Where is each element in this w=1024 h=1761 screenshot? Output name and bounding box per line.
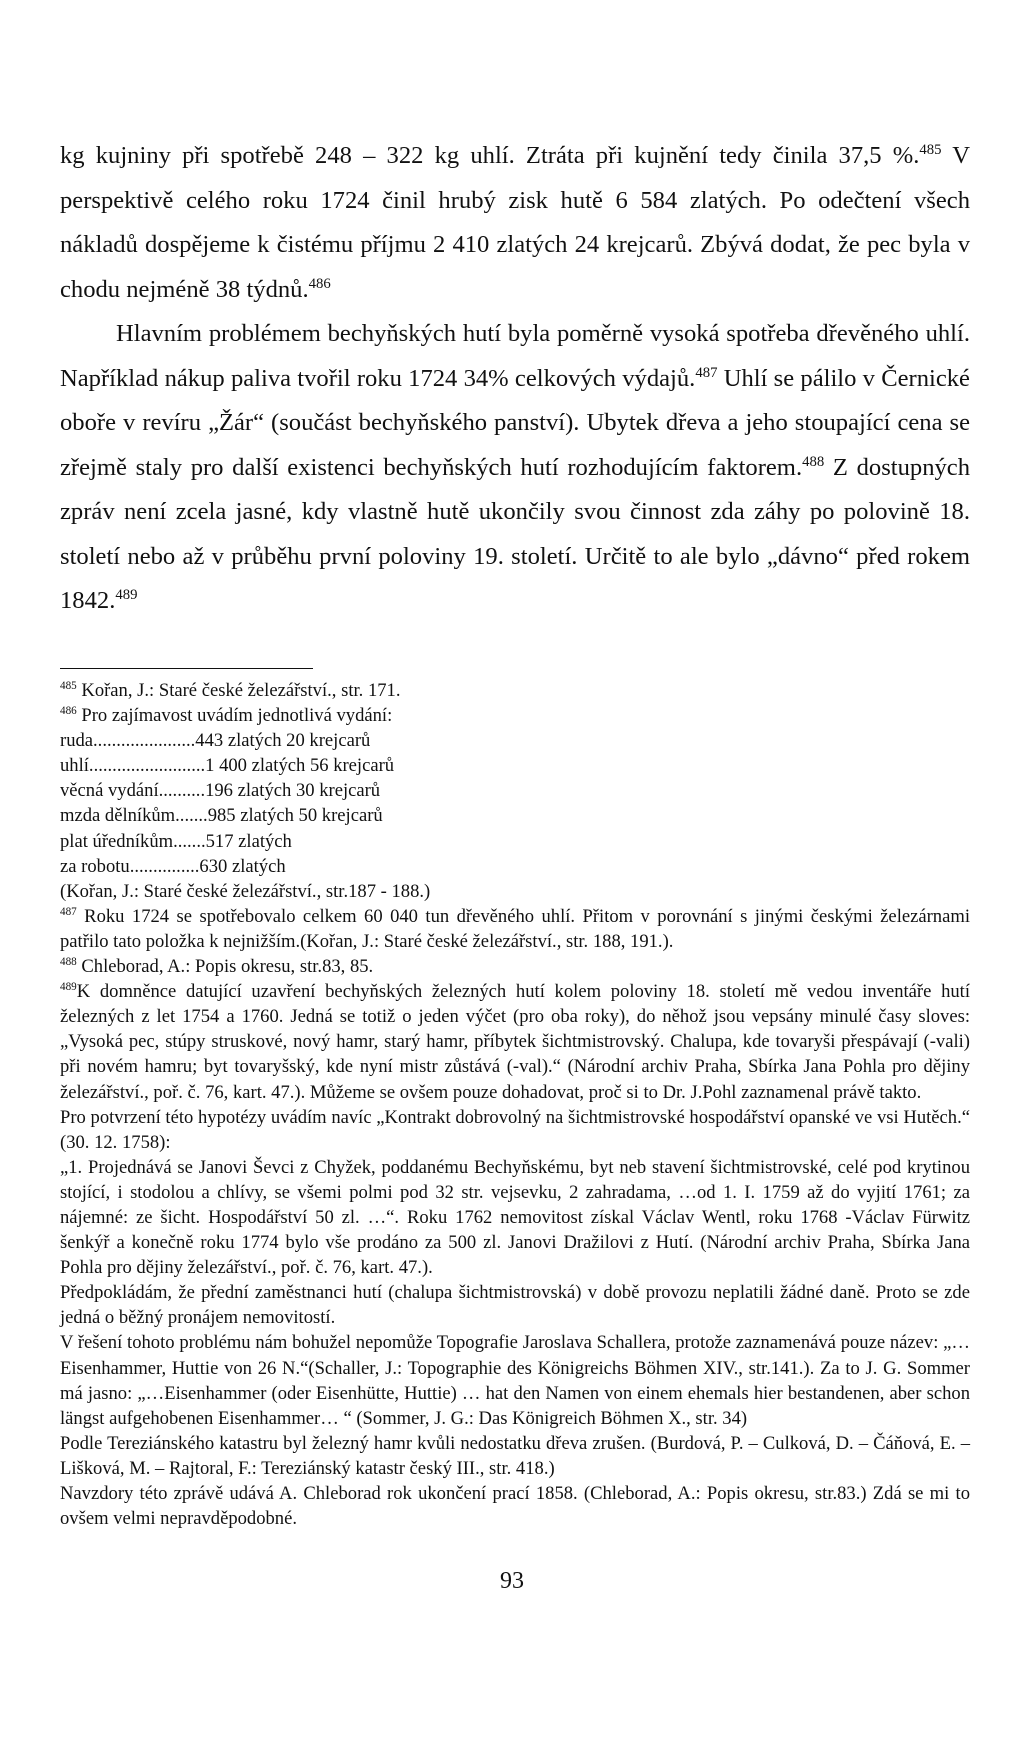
main-text	[60, 134, 970, 624]
expense-item: ruda......................443 zlatých 20 krejcarů	[60, 730, 371, 752]
paragraph-2-text: Hlavním problémem bechyňských hutí byla poměrně vysoká spotřeba dřevěného uhlí. Například nákup paliva tvořil roku 1724 34% celkových výdajů.	[60, 320, 970, 392]
paragraph-2-text-2: Uhlí se pálilo v Černické oboře v revíru „Žár“ (součást bechyňského panství). Ubytek dřeva a jeho stoupající cena se zřejmě staly pro další existenci bechyňských hutí rozhodujícím faktorem.	[60, 364, 970, 481]
footnote-text: Pro zajímavost uvádím jednotlivá vydání:	[81, 705, 393, 727]
footnote-number: 488	[60, 955, 77, 968]
footnote-488	[60, 954, 970, 979]
footnote-separator	[60, 668, 313, 669]
footnote-text: Kořan, J.: Staré české železářství., str. 171.	[81, 680, 401, 701]
paragraph-1-text-2: V perspektivě celého roku 1724 činil hrubý zisk hutě 6 584 zlatých. Po odečtení všech nákladů dospějeme k čistému příjmu 2 410 zlatých 24 krejcarů. Zbývá dodat, že pec byla v chodu nejméně 38 týdnů.	[60, 142, 970, 303]
footnote-number: 485	[60, 679, 77, 692]
footnote-text: Roku 1724 se spotřebovalo celkem 60 040 tun dřevěného uhlí. Přitom v porovnání s jinými českými železárnami patřilo tato položka k nejnižším.(Kořan, J.: Staré české železářství., str. 188, 191.).	[60, 905, 970, 952]
paragraph-2	[60, 312, 970, 624]
footnote-ref-487: 487	[695, 364, 718, 381]
footnote-number: 489	[60, 980, 77, 993]
expense-item: za robotu...............630 zlatých	[60, 855, 286, 877]
footnote-489-paragraph-7: Navzdory této zprávě udává A. Chleborad rok ukončení prací 1858. (Chleborad, A.: Popis okresu, str.83.) Zdá se mi to ovšem velmi nepravděpodobné.	[60, 1483, 970, 1530]
expense-item: uhlí.........................1 400 zlatých 56 krejcarů	[60, 755, 395, 777]
footnote-ref-489: 489	[115, 586, 138, 603]
footnote-number: 487	[60, 905, 77, 918]
footnote-ref-486: 486	[308, 275, 331, 292]
footnote-489	[60, 979, 970, 1104]
footnote-489-paragraph-6: Podle Tereziánského katastru byl železný hamr kvůli nedostatku dřeva zrušen. (Burdová, P. – Culková, D. – Čáňová, E. – Lišková, M. – Rajtoral, F.: Tereziánský katastr český III., str. 418.)	[60, 1432, 970, 1479]
footnotes	[60, 678, 970, 1531]
footnote-text: K domněnce datující uzavření bechyňských železných hutí kolem poloviny 18. století mě vedou inventáře hutí železných z let 1754 a 1760. Jedná se totiž o jeden výčet (pro oba roky), do něhož jsou vepsány minulé časy sloves: „Vysoká pec, stúpy struskové, nový hamr, starý hamr, příbytek šichtmistrovský. Chalupa, kde tovaryši přespávají (-vali) při novém hamru; byt tovaryšský, kde nyní mistr zůstává (-val).“ (Národní archiv Praha, Sbírka Jana Pohla pro dějiny železářství., poř. č. 76, kart. 47.). Můžeme se ovšem pouze dohadovat, proč si to Dr. J.Pohl zaznamenal právě takto.	[60, 981, 970, 1103]
footnote-485	[60, 678, 970, 703]
expense-item: mzda dělníkům.......985 zlatých 50 krejcarů	[60, 805, 383, 827]
footnote-486-source: (Kořan, J.: Staré české železářství., str.187 - 188.)	[60, 880, 431, 902]
footnote-489-paragraph-4: Předpokládám, že přední zaměstnanci hutí (chalupa šichtmistrovská) v době provozu neplatili žádné daně. Proto se zde jedná o běžný pronájem nemovitostí.	[60, 1282, 970, 1329]
footnote-ref-488: 488	[802, 453, 825, 470]
footnote-489-paragraph-3: „1. Projednává se Janovi Ševci z Chyžek, poddanému Bechyňskému, byt neb stavení šichtmistrovské, celé pod krytinou stojící, i stodolou a chlívy, se všemi polmi pod 32 str. vejsevku, 2 zahradama, …od 1. I. 1759 až do vyjití 1761; za nájemné: ze šicht. Hospodářství 50 zl. …“. Roku 1762 nemovitost získal Václav Wentl, roku 1768 -Václav Fürwitz šenkýř a konečně roku 1774 bylo vše prodáno za 500 zl. Janovi Dražilovi z Hutí. (Národní archiv Praha, Sbírka Jana Pohla pro dějiny železářství., poř. č. 76, kart. 47.).	[60, 1156, 970, 1279]
footnote-486	[60, 703, 970, 728]
footnote-489-paragraph-2: Pro potvrzení této hypotézy uvádím navíc „Kontrakt dobrovolný na šichtmistrovské hospodářství opanské ve vsi Hutěch.“ (30. 12. 1758):	[60, 1106, 970, 1153]
paragraph-1-text: kg kujniny při spotřebě 248 – 322 kg uhlí. Ztráta při kujnění tedy činila 37,5 %.	[60, 142, 920, 169]
paragraph-1	[60, 134, 970, 312]
expense-item: plat úředníkům.......517 zlatých	[60, 830, 292, 852]
page-number: 93	[500, 1568, 524, 1594]
footnote-number: 486	[60, 704, 77, 717]
footnote-487	[60, 904, 970, 954]
footnote-489-paragraph-5: V řešení tohoto problému nám bohužel nepomůže Topografie Jaroslava Schallera, protože zaznamenává pouze název: „…Eisenhammer, Huttie von 26 N.“(Schaller, J.: Topographie des Königreichs Böhmen XIV., str.141.). Za to J. G. Sommer má jasno: „…Eisenhammer (oder Eisenhütte, Huttie) … hat den Namen von einem ehemals hier bestandenen, aber schon längst aufgehobenen Eisenhammer… “ (Sommer, J. G.: Das Königreich Böhmen X., str. 34)	[60, 1332, 970, 1429]
footnote-text: Chleborad, A.: Popis okresu, str.83, 85.	[81, 956, 374, 978]
paragraph-2-text-3: Z dostupných zpráv není zcela jasné, kdy vlastně hutě ukončily svou činnost zda záhy po polovině 18. století nebo až v průběhu první poloviny 19. století. Určitě to ale bylo „dávno“ před rokem 1842.	[60, 453, 971, 614]
expense-item: věcná vydání..........196 zlatých 30 krejcarů	[60, 780, 381, 802]
footnote-ref-485: 485	[919, 141, 942, 158]
